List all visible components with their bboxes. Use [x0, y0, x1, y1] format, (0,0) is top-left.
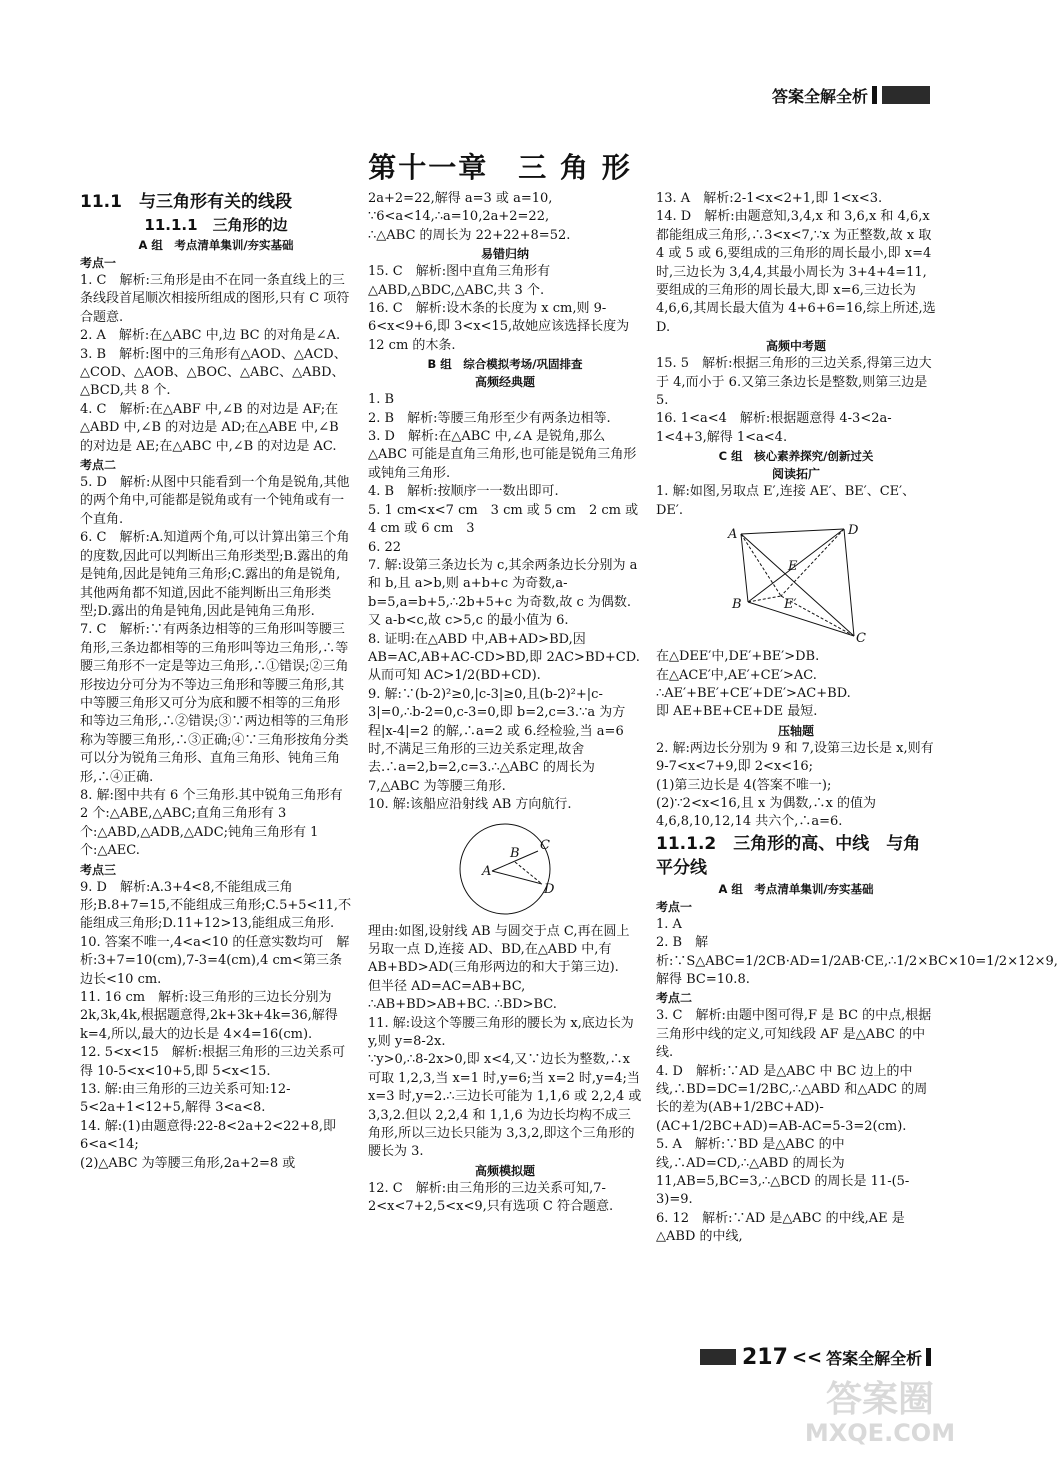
answer-paragraph: 16. 1<a<4 解析:根据题意得 4-3<2a-1<4+3,解得 1<a<4. [656, 411, 892, 445]
svg-text:答案圈: 答案圈 [825, 1379, 935, 1420]
answer-paragraph: 10. 答案不唯一,4<a<10 的任意实数均可 解析:3+7=10(cm),7-3=4(cm),4 cm<第三条边长<10 cm. [80, 934, 350, 987]
label-e: E [788, 559, 798, 575]
group-heading: 高频经典题 [474, 375, 535, 390]
answer-paragraph: 2a+2=22,解得 a=3 或 a=10, [368, 191, 553, 206]
answer-paragraph: ∴AE′+BE′+CE′+DE′>AC+BD. [656, 685, 851, 701]
page-header [772, 82, 930, 108]
answer-paragraph: 9. D 解析:A.3+4<8,不能组成三角形;B.8+7=15,不能组成三角形;C.5+5<11,不能组成三角形;D.11+12>13,能组成三角形. [80, 879, 352, 932]
page-number: 217 [742, 1344, 788, 1370]
circle-figure [450, 819, 560, 919]
footer-label: 答案全解全析 [826, 1348, 923, 1368]
column-middle [368, 190, 642, 1217]
section-heading: 11.1.2 三角形的高、中线 与角平分线 [656, 833, 921, 878]
answer-paragraph: 在△ACE′中,AE′+CE′>AC. [656, 667, 817, 683]
subsection-heading: 11.1.1 三角形的边 [144, 216, 288, 234]
answer-paragraph: 11. 16 cm 解析:设三角形的三边长分别为2k,3k,4k,根据题意得,2k+3k+4k=36,解得 k=4,所以,最大的边长是 4×4=16(cm). [80, 990, 338, 1042]
answer-paragraph: 9. 解:∵(b-2)²≥0,|c-3|≥0,且(b-2)²+|c-3|=0,∴b-2=0,c-3=0,即 b=2,c=3.∵a 为方程|x-4|=2 的解,∴a=2 或 6.经检验,当 a=6 时,不满足三角形的三边关系定理,故舍去.∴a=2,b=2,c=3.∴△ABC 的周长为 7,△ABC 为等腰三角形. [368, 686, 626, 794]
answer-paragraph: 3. B 解析:图中的三角形有△AOD、△ACD、△COD、△AOB、△BOC、△ABC、△ABD、△BCD,共 8 个. [80, 346, 347, 399]
header-label: 答案全解全析 [771, 86, 868, 106]
answer-paragraph: 1. 解:如图,另取点 E′,连接 AE′、BE′、CE′、DE′. [656, 484, 916, 518]
label-b: B [510, 845, 520, 861]
answer-paragraph: 4. B 解析:按顺序一一数出即可. [368, 484, 559, 500]
answer-paragraph: ∵y>0,∴8-2x>0,即 x<4,又∵边长为整数,∴x 可取 1,2,3,当 x=1 时,y=6;当 x=2 时,y=4;当 x=3 时,y=2.∴三边长可能为 1,1,6 或 2,2,4 或 3,3,2.但以 2,2,4 和 1,1,6 为边长均构不成三角形,所以三边长只能为 3,3,2,即这个三角形的腰长为 3. [368, 1052, 642, 1160]
group-heading: C 组 核心素养探究/创新过关 [718, 449, 874, 464]
label-b: B [732, 597, 742, 613]
group-heading: B 组 综合模拟考场/巩固排查 [427, 357, 583, 372]
answer-paragraph: 6. 22 [368, 539, 402, 555]
label-d: D [544, 881, 555, 897]
answer-paragraph: 2. B 解析:等腰三角形至少有两条边相等. [368, 410, 611, 426]
watermark-logo [780, 1371, 980, 1451]
answer-paragraph: 5. D 解析:从图中只能看到一个角是锐角,其他的两个角中,可能都是锐角或有一个钝角或有一个直角. [80, 475, 350, 527]
point-heading: 考点一 [656, 899, 693, 914]
answer-paragraph: 但半径 AD=AC=AB+BC, [368, 978, 526, 994]
group-heading: 阅读拓广 [771, 467, 820, 482]
answer-paragraph: 1. C 解析:三角形是由不在同一条直线上的三条线段首尾顺次相接所组成的图形,只有 C 项符合题意. [80, 273, 350, 325]
answer-paragraph: ∴AB+BD>AB+BC. ∴BD>BC. [368, 997, 557, 1013]
header-bar [872, 86, 877, 104]
answer-paragraph: ∵6<a<14,∴a=10,2a+2=22, [368, 209, 550, 225]
footer-arrows: << [791, 1346, 823, 1368]
column-right [656, 190, 1058, 1247]
group-heading: A 组 考点清单集训/夯实基础 [718, 881, 874, 896]
answer-paragraph: 11. 解:设这个等腰三角形的腰长为 x,底边长为 y,则 y=8-2x. [368, 1015, 634, 1050]
label-a: A [482, 863, 492, 879]
answer-paragraph: 6. 12 解析:∵AD 是△ABC 的中线,AE 是△ABD 的中线, [656, 1210, 905, 1245]
group-heading: 易错归纳 [480, 247, 529, 262]
answer-paragraph: 16. C 解析:设木条的长度为 x cm,则 9-6<x<9+6,即 3<x<15,故她应该选择长度为 12 cm 的木条. [368, 301, 630, 353]
answer-paragraph: 1. B [368, 392, 395, 408]
answer-paragraph: 6. C 解析:A.知道两个角,可以计算出第三个角的度数,因此可以判断出三角形类型;B.露出的角是钝角,因此是钝角三角形;C.露出的角是锐角,其他两角都不知道,因此不能判断出三角形类型;D.露出的角是钝角,因此是钝角三角形. [80, 530, 350, 619]
answer-paragraph: 2. 解:两边长分别为 9 和 7,设第三边长是 x,则有 9-7<x<7+9,即 2<x<16; [656, 740, 934, 775]
group-heading: 高频模拟题 [474, 1163, 535, 1178]
point-heading: 考点三 [80, 862, 117, 877]
group-heading: 压轴题 [777, 723, 814, 738]
answer-paragraph: 4. D 解析:∵AD 是△ABC 中 BC 边上的中线,∴BD=DC=1/2BC,∴△ABD 和△ADC 的周长的差为(AB+1/2BC+AD)-(AC+1/2BC+AD)=AB-AC=5-3=2(cm). [656, 1063, 928, 1134]
answer-paragraph: 8. 证明:在△ABD 中,AB+AD>BD,因 AB=AC,AB+AC-CD>BD,即 2AC>BD+CD.从而可知 AC>1/2(BD+CD). [368, 631, 640, 684]
quadrilateral-figure [726, 523, 866, 647]
answer-paragraph: 2. B 解析:∵S△ABC=1/2CB·AD=1/2AB·CE,∴1/2×BC×10=1/2×12×9,解得 BC=10.8. [656, 935, 1058, 987]
answer-paragraph: (1)第三边长是 4(答案不唯一); [656, 777, 832, 793]
point-heading: 考点二 [80, 458, 117, 473]
answer-paragraph: 7. C 解析:∵有两条边相等的三角形叫等腰三角形,三条边都相等的三角形叫等边三角形,∴等腰三角形不一定是等边三角形,∴①错误;②三角形按边分可分为不等边三角形和等腰三角形,其中等腰三角形又可分为底和腰不相等的三角形和等边三角形,∴②错误;③∵两边相等的三角形称为等腰三角形,∴③正确;④∵三角形按角分类可以分为锐角三角形、直角三角形、钝角三角形,∴④正确. [80, 622, 349, 785]
footer-block [700, 1349, 736, 1365]
answer-paragraph: 1. A [656, 916, 682, 932]
answer-paragraph: 理由:如图,设射线 AB 与圆交于点 C,再在圆上另取一点 D,连接 AD、BD,在△ABD 中,有 AB+BD>AD(三角形两边的和大于第三边). [368, 923, 630, 976]
label-e-prime: E′ [784, 597, 797, 613]
answer-paragraph: 4. C 解析:在△ABF 中,∠B 的对边是 AF;在△ABD 中,∠B 的对边是 AD;在△ABE 中,∠B 的对边是 AE;在△ABC 中,∠B 的对边是 AC. [80, 401, 339, 454]
answer-paragraph: 14. D 解析:由题意知,3,4,x 和 3,6,x 和 4,6,x 都能组成三角形,∴3<x<7,∵x 为正整数,故 x 取 4 或 5 或 6,要组成的三角形的周长最小,即 x=4 时,三边长为 3,4,4,其最小周长为 3+4+4=11,要组成的三角形的周长最大,即 x=6,三边长为 4,6,6,其周长最大值为 4+6+6=16,综上所述,选 D. [656, 209, 936, 335]
answer-paragraph: 3. D 解析:在△ABC 中,∠A 是锐角,那么△ABC 可能是直角三角形,也可能是锐角三角形或钝角三角形. [368, 429, 637, 481]
answer-paragraph: 5. A 解析:∵BD 是△ABC 的中线,∴AD=CD,∴△ABD 的周长为 11,AB=5,BC=3,∴△BCD 的周长是 11-(5-3)=9. [656, 1137, 910, 1208]
answer-paragraph: ∴△ABC 的周长为 22+22+8=52. [368, 227, 571, 243]
answer-paragraph: 7. 解:设第三条边长为 c,其余两条边长分别为 a 和 b,且 a>b,则 a+b+c 为奇数,a-b=5,a=b+5,∴2b+5+c 为奇数,故 c 为偶数.又 a-b<c,故 c>5,c 的最小值为 6. [368, 557, 638, 629]
answer-paragraph: (2)△ABC 为等腰三角形,2a+2=8 或 [80, 1155, 296, 1171]
answer-paragraph: 13. A 解析:2-1<x<2+1,即 1<x<3. [656, 191, 883, 206]
page-footer [700, 1342, 931, 1372]
answer-paragraph: 15. 5 解析:根据三角形的三边关系,得第三边大于 4,而小于 6.又第三条边长是整数,则第三边是 5. [656, 356, 932, 409]
answer-paragraph: 13. 解:由三角形的三边关系可知:12-5<2a+1<12+5,解得 3<a<8. [80, 1082, 291, 1116]
section-heading: 11.1 与三角形有关的线段 [80, 192, 292, 212]
answer-paragraph: 15. C 解析:图中直角三角形有△ABD,△BDC,△ABC,共 3 个. [368, 264, 551, 298]
label-a: A [728, 527, 738, 543]
footer-bar [926, 1348, 931, 1366]
svg-text:MXQE.COM: MXQE.COM [804, 1419, 956, 1447]
answer-paragraph: 5. 1 cm<x<7 cm 3 cm 或 5 cm 2 cm 或 4 cm 或 6 cm 3 [368, 502, 639, 537]
answer-paragraph: 在△DEE′中,DE′+BE′>DB. [656, 649, 820, 665]
answer-paragraph: (2)∵2<x<16,且 x 为偶数,∴x 的值为 4,6,8,10,12,14 共六个,∴a=6. [656, 795, 876, 830]
chapter-title: 第十一章 三 角 形 [368, 151, 632, 184]
answer-paragraph: 12. C 解析:由三角形的三边关系可知,7-2<x<7+2,5<x<9,只有选项 C 符合题意. [368, 1180, 614, 1215]
answer-paragraph: 2. A 解析:在△ABC 中,边 BC 的对角是∠A. [80, 328, 341, 344]
answer-paragraph: 12. 5<x<15 解析:根据三角形的三边关系可得 10-5<x<10+5,即 5<x<15. [80, 1045, 346, 1079]
header-block [882, 86, 930, 104]
answer-paragraph: 3. C 解析:由题中图可得,F 是 BC 的中点,根据三角形中线的定义,可知线段 AF 是△ABC 的中线. [656, 1008, 932, 1061]
point-heading: 考点二 [656, 991, 693, 1006]
label-d: D [848, 523, 859, 539]
label-c: C [856, 631, 866, 647]
answer-paragraph: 8. 解:图中共有 6 个三角形.其中锐角三角形有 2 个:△ABE,△ABC;直角三角形有 3 个:△ABD,△ADB,△ADC;钝角三角形有 1 个:△AEC. [80, 787, 343, 859]
label-c: C [540, 837, 550, 853]
answer-paragraph: 14. 解:(1)由题意得:22-8<2a+2<22+8,即 6<a<14; [80, 1118, 336, 1153]
point-heading: 考点一 [80, 256, 117, 270]
group-heading: A 组 考点清单集训/夯实基础 [138, 238, 294, 252]
column-left [80, 190, 352, 1173]
answer-paragraph: 即 AE+BE+CE+DE 最短. [656, 704, 818, 720]
answer-paragraph: 10. 解:该船应沿射线 AB 方向航行. [368, 797, 572, 813]
group-heading: 高频中考题 [765, 339, 826, 354]
